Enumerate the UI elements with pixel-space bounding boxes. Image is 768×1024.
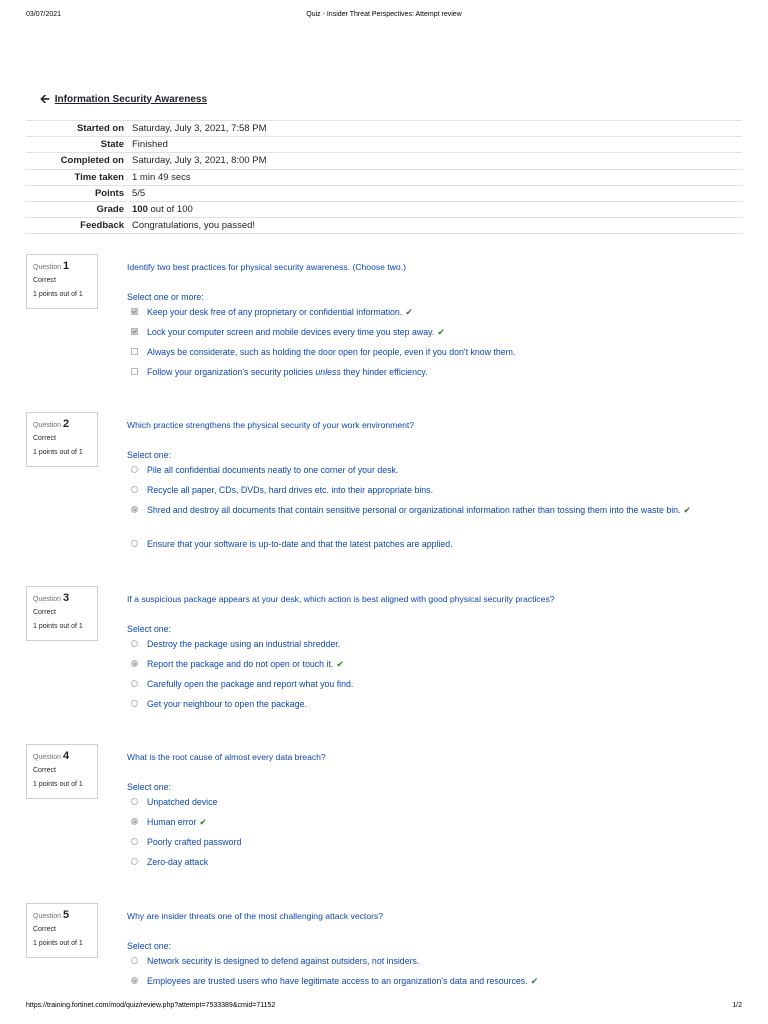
summary-label: Completed on — [60, 155, 124, 167]
summary-label: Started on — [77, 123, 124, 135]
check-icon: ✔ — [530, 976, 539, 986]
radio-icon[interactable] — [131, 957, 138, 964]
breadcrumb-back-link[interactable] — [40, 93, 207, 105]
answer-text: Ensure that your software is up-to-date and that the latest patches are applied. — [147, 539, 453, 549]
check-icon: ✔ — [437, 327, 445, 337]
question-grade: 1 points out of 1 — [33, 781, 83, 788]
answer-option[interactable] — [131, 817, 731, 837]
checkbox-icon[interactable] — [131, 308, 138, 315]
summary-label: State — [100, 139, 124, 151]
radio-icon[interactable] — [131, 818, 138, 825]
answer-text: Always be considerate, such as holding the door open for people, even if you don't know them. — [147, 347, 516, 357]
summary-label: Time taken — [74, 171, 124, 183]
answer-text: Destroy the package using an industrial shredder. — [147, 639, 341, 649]
answer-option[interactable] — [131, 539, 731, 559]
question-info — [26, 903, 98, 958]
question-info — [26, 744, 98, 799]
answer-option[interactable] — [131, 327, 731, 347]
answer-list — [131, 797, 731, 877]
answer-text-emphasis: unless — [315, 367, 341, 377]
check-icon: ✔ — [199, 817, 207, 827]
question-prefix: Question — [33, 913, 62, 920]
answer-list — [131, 307, 731, 387]
question-grade: 1 points out of 1 — [33, 623, 83, 630]
answer-prompt: Select one: — [127, 941, 172, 951]
answer-option[interactable] — [131, 505, 731, 539]
question-grade: 1 points out of 1 — [33, 291, 83, 298]
question-state: Correct — [33, 767, 56, 774]
radio-icon[interactable] — [131, 466, 138, 473]
radio-icon[interactable] — [131, 798, 138, 805]
question-text: What is the root cause of almost every data breach? — [127, 752, 326, 762]
radio-icon[interactable] — [131, 680, 138, 687]
summary-row — [26, 201, 742, 217]
answer-text: Keep your desk free of any proprietary or confidential information. — [147, 307, 403, 317]
summary-label: Feedback — [80, 220, 124, 232]
question-state: Correct — [33, 277, 56, 284]
answer-option[interactable] — [131, 679, 731, 699]
radio-icon[interactable] — [131, 640, 138, 647]
answer-text: Network security is designed to defend against outsiders, not insiders. — [147, 956, 420, 966]
summary-row — [26, 218, 742, 234]
summary-row — [26, 185, 742, 201]
print-url: https://training.fortinet.com/mod/quiz/review.php?attempt=7533389&cmid=71152 — [26, 1002, 276, 1009]
answer-text: Carefully open the package and report what you find. — [147, 679, 354, 689]
grade-score: 100 — [132, 204, 148, 216]
question-text: Identify two best practices for physical security awareness. (Choose two.) — [127, 262, 406, 272]
radio-icon[interactable] — [131, 700, 138, 707]
answer-option[interactable] — [131, 485, 731, 505]
question-number: 4 — [62, 750, 70, 762]
answer-option[interactable] — [131, 699, 731, 719]
summary-value: Saturday, July 3, 2021, 8:00 PM — [132, 155, 267, 167]
question-number: 2 — [62, 418, 70, 430]
question-grade: 1 points out of 1 — [33, 449, 83, 456]
summary-row — [26, 169, 742, 185]
question-info — [26, 586, 98, 641]
summary-label: Grade — [96, 204, 124, 216]
answer-text: Zero-day attack — [147, 857, 209, 867]
question-text: Why are insider threats one of the most challenging attack vectors? — [127, 911, 384, 921]
summary-value: Congratulations, you passed! — [132, 220, 256, 232]
question-number: 1 — [62, 260, 70, 272]
arrow-left-icon: 🡨 — [40, 92, 50, 106]
answer-text: Pile all confidential documents neatly to one corner of your desk. — [147, 465, 399, 475]
attempt-summary-table — [26, 120, 742, 234]
print-page-number: 1/2 — [732, 1002, 742, 1009]
summary-value: 5/5 — [132, 187, 146, 199]
answer-option[interactable] — [131, 976, 731, 996]
answer-list — [131, 465, 731, 559]
answer-prompt: Select one: — [127, 450, 172, 460]
print-title: Quiz - Insider Threat Perspectives: Attempt review — [306, 11, 462, 18]
radio-icon[interactable] — [131, 977, 138, 984]
answer-option[interactable] — [131, 465, 731, 485]
checkbox-icon[interactable] — [131, 328, 138, 335]
question-prefix: Question — [33, 422, 62, 429]
answer-option[interactable] — [131, 367, 731, 387]
answer-text: Report the package and do not open or touch it. — [147, 659, 334, 669]
print-date: 03/07/2021 — [26, 11, 62, 18]
answer-option[interactable] — [131, 659, 731, 679]
answer-prompt: Select one: — [127, 782, 172, 792]
question-text: Which practice strengthens the physical security of your work environment? — [127, 420, 415, 430]
answer-text: Lock your computer screen and mobile devices every time you step away. — [147, 327, 435, 337]
question-info — [26, 254, 98, 309]
question-prefix: Question — [33, 264, 62, 271]
radio-icon[interactable] — [131, 540, 138, 547]
radio-icon[interactable] — [131, 838, 138, 845]
answer-text: Human error — [147, 817, 197, 827]
breadcrumb-label[interactable]: Information Security Awareness — [54, 93, 208, 105]
question-state: Correct — [33, 609, 56, 616]
summary-value: Finished — [132, 139, 168, 151]
question-info — [26, 412, 98, 467]
summary-value: Saturday, July 3, 2021, 7:58 PM — [132, 123, 267, 135]
question-grade: 1 points out of 1 — [33, 940, 83, 947]
checkbox-icon[interactable] — [131, 368, 138, 375]
radio-icon[interactable] — [131, 660, 138, 667]
question-prefix: Question — [33, 754, 62, 761]
answer-option[interactable] — [131, 307, 731, 327]
answer-text-after: they hinder efficiency. — [340, 367, 428, 377]
check-icon: ✔ — [405, 307, 413, 317]
check-icon: ✔ — [336, 659, 344, 669]
answer-option[interactable] — [131, 956, 731, 976]
answer-prompt: Select one: — [127, 624, 172, 634]
checkbox-icon[interactable] — [131, 348, 138, 355]
grade-out-of: out of 100 — [147, 204, 193, 216]
answer-option[interactable] — [131, 347, 731, 367]
answer-option[interactable] — [131, 837, 731, 857]
answer-option[interactable] — [131, 797, 731, 817]
summary-row — [26, 121, 742, 137]
answer-text-before: Follow your organization's security policies — [147, 367, 316, 377]
answer-text: Poorly crafted password — [147, 837, 242, 847]
radio-icon[interactable] — [131, 486, 138, 493]
check-icon: ✔ — [683, 505, 692, 515]
answer-text: Recycle all paper, CDs, DVDs, hard drives etc. into their appropriate bins. — [147, 485, 434, 495]
summary-label: Points — [94, 187, 124, 199]
answer-option[interactable] — [131, 857, 731, 877]
summary-row — [26, 153, 742, 169]
answer-text: Get your neighbour to open the package. — [147, 699, 307, 709]
summary-row — [26, 137, 742, 153]
radio-icon[interactable] — [131, 506, 138, 513]
answer-text: Unpatched device — [147, 797, 218, 807]
question-number: 5 — [62, 909, 70, 921]
answer-prompt: Select one or more: — [127, 292, 204, 302]
answer-list — [131, 639, 731, 719]
question-text: If a suspicious package appears at your desk, which action is best aligned with good physical security practices? — [127, 594, 555, 604]
answer-option[interactable] — [131, 639, 731, 659]
radio-icon[interactable] — [131, 858, 138, 865]
summary-value: 1 min 49 secs — [132, 171, 191, 183]
question-state: Correct — [33, 926, 56, 933]
question-prefix: Question — [33, 596, 62, 603]
summary-value — [132, 201, 742, 217]
question-state: Correct — [33, 435, 56, 442]
answer-list — [131, 956, 731, 996]
answer-text: Employees are trusted users who have legitimate access to an organization's data and resources. — [147, 976, 528, 986]
question-number: 3 — [62, 592, 70, 604]
answer-text: Shred and destroy all documents that contain sensitive personal or organizational information rather than tossing them into the waste bin. — [147, 505, 681, 515]
